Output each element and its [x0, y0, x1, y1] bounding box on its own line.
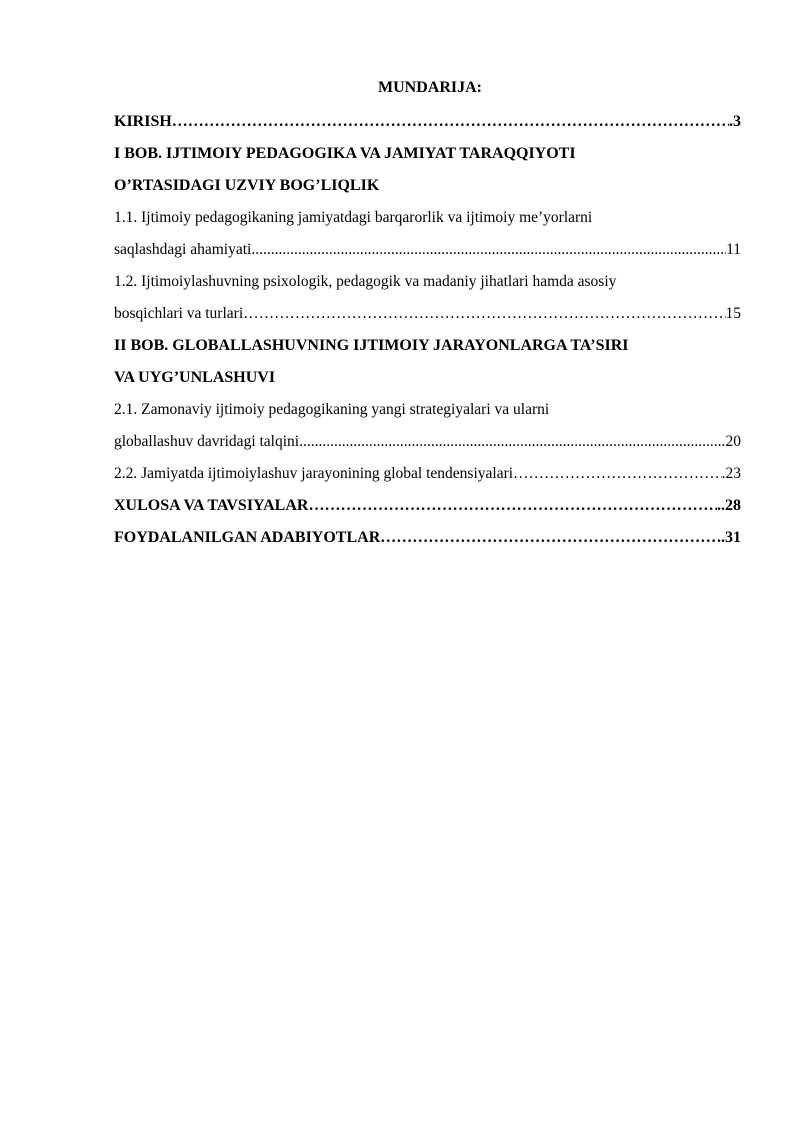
toc-entry-label: FOYDALANILGAN ADABIYOTLAR — [114, 529, 381, 546]
dot-leader — [243, 299, 725, 329]
dot-leader — [299, 427, 725, 457]
toc-page-number: .3 — [729, 113, 741, 130]
section-title-line[interactable]: 1.1. Ijtimoiy pedagogikaning jamiyatdagi barqarorlik va ijtimoiy me’yorlarni — [114, 209, 593, 226]
toc-entry-2-1[interactable] — [114, 427, 741, 459]
toc-entry-kirish[interactable] — [114, 107, 741, 139]
dot-leader — [380, 523, 717, 553]
toc-page-number: ..31 — [717, 529, 741, 546]
table-of-contents — [114, 107, 741, 555]
toc-page-number: 20 — [725, 433, 741, 450]
toc-entry-label: KIRISH — [114, 113, 172, 130]
toc-entry-2-2[interactable] — [114, 459, 741, 491]
toc-page-number: .23 — [721, 465, 741, 482]
toc-entry-label: XULOSA VA TAVSIYALAR — [114, 497, 309, 514]
chapter-heading-line[interactable]: I BOB. IJTIMOIY PEDAGOGIKA VA JAMIYAT TARAQQIYOTI — [114, 145, 576, 162]
dot-leader — [308, 491, 717, 521]
dot-leader — [251, 235, 726, 265]
toc-entry-1-1[interactable] — [114, 235, 741, 267]
dot-leader — [513, 459, 722, 489]
toc-page-number: 11 — [726, 241, 741, 258]
chapter-heading-line[interactable]: II BOB. GLOBALLASHUVNING IJTIMOIY JARAYONLARGA TA’SIRI — [114, 337, 629, 354]
chapter-heading-line[interactable]: O’RTASIDAGI UZVIY BOG’LIQLIK — [114, 177, 380, 194]
toc-entry-xulosa[interactable] — [114, 491, 741, 523]
toc-entry-label: 2.2. Jamiyatda ijtimoiylashuv jarayonining global tendensiyalari — [114, 465, 514, 482]
toc-entry-1-2[interactable] — [114, 299, 741, 331]
toc-entry-label: bosqichlari va turlari — [114, 305, 244, 322]
section-title-line[interactable]: 1.2. Ijtimoiylashuvning psixologik, pedagogik va madaniy jihatlari hamda asosiy — [114, 273, 617, 290]
page-title: MUNDARIJA: — [378, 79, 482, 96]
chapter-heading-line[interactable]: VA UYG’UNLASHUVI — [114, 369, 276, 386]
section-title-line[interactable]: 2.1. Zamonaviy ijtimoiy pedagogikaning yangi strategiyalari va ularni — [114, 401, 550, 418]
toc-entry-adabiyotlar[interactable] — [114, 523, 741, 555]
toc-entry-label: globallashuv davridagi talqini — [114, 433, 300, 450]
toc-page-number: ..28 — [717, 497, 741, 514]
dot-leader — [172, 107, 729, 137]
toc-page-number: 15 — [725, 305, 741, 322]
toc-entry-label: saqlashdagi ahamiyati — [114, 241, 252, 258]
